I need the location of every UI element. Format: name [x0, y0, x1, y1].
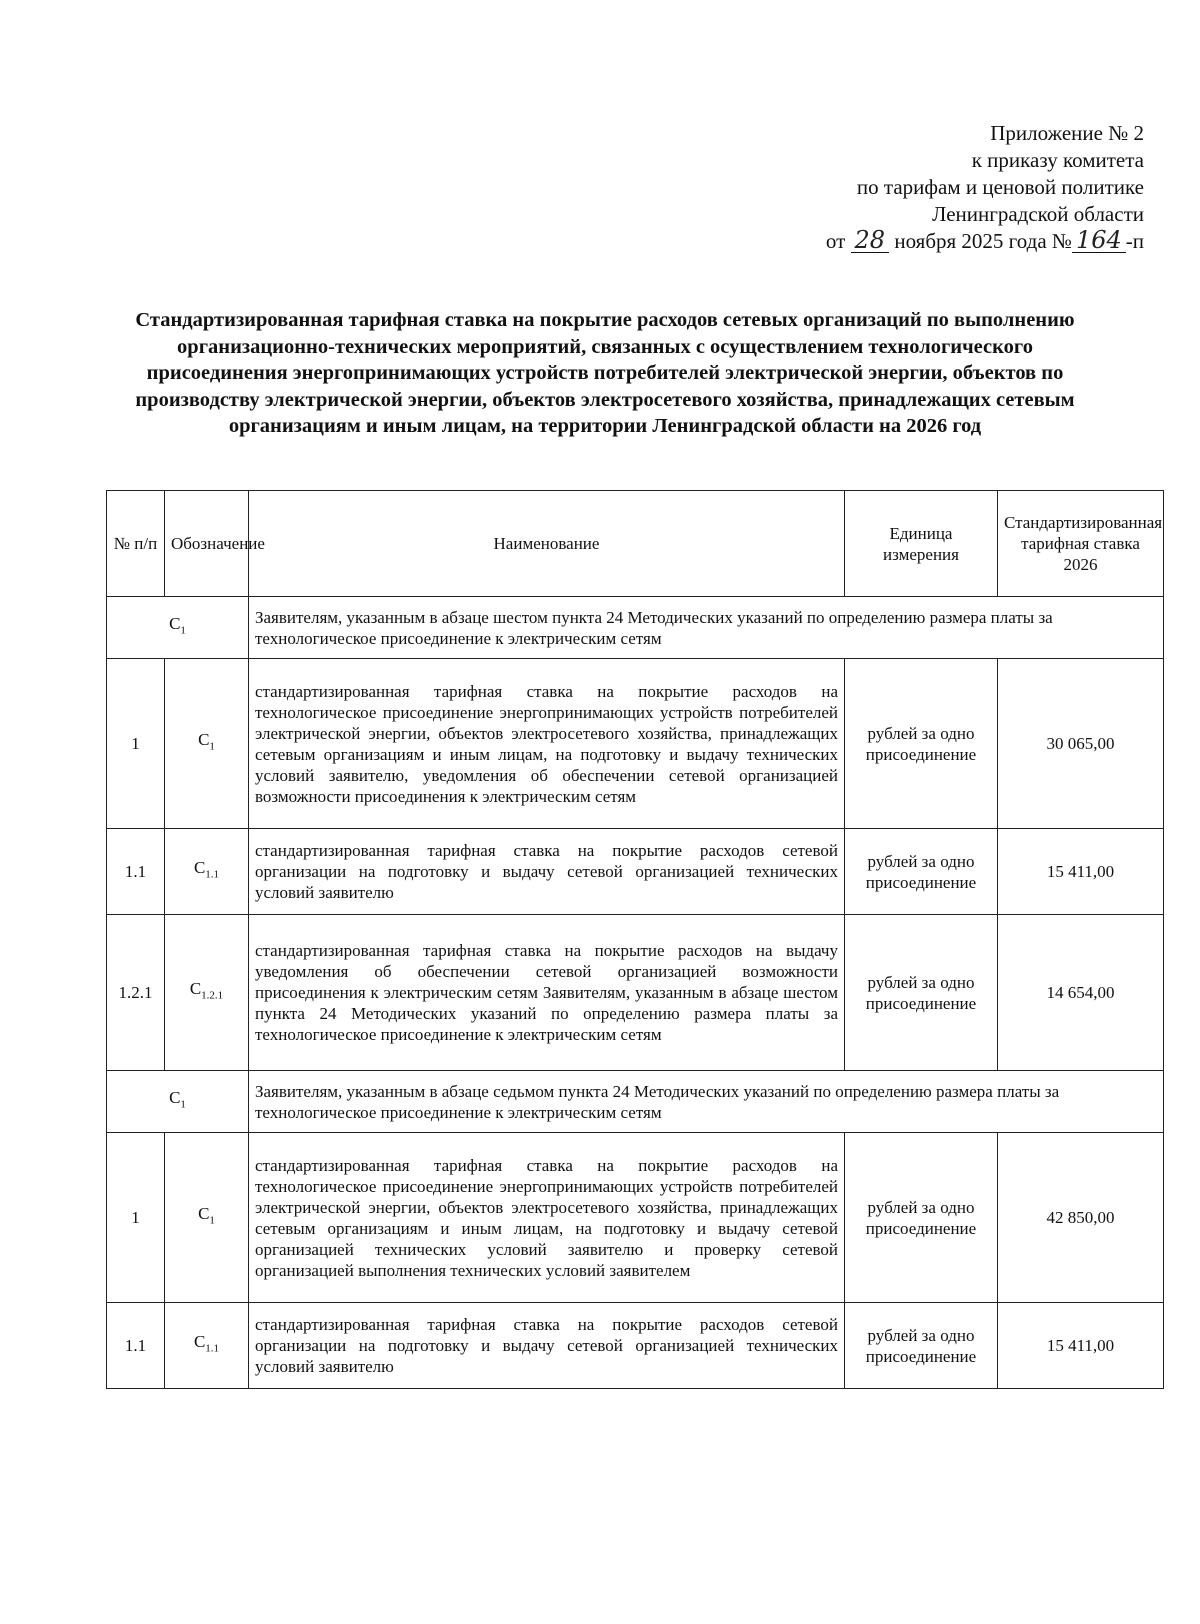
- table-row: [107, 659, 1164, 829]
- header-num: № п/п: [107, 491, 165, 597]
- row-rate: 42 850,00: [998, 1133, 1164, 1303]
- section-row: [107, 1071, 1164, 1133]
- row-num: 1.1: [107, 1303, 165, 1389]
- section-code: $C_1$: [107, 1071, 249, 1133]
- row-name: стандартизированная тарифная ставка на покрытие расходов на технологическое присоединение энергопринимающих устройств потребителей электрической энергии, объектов электросетевого хозяйства, принадлежащих сетевым организациям и иным лицам, на подготовку и выдачу технических условий заявителю, уведомления об обеспечении сетевой организацией возможности присоединения к электрическим сетям: [249, 659, 845, 829]
- appendix-date-line: [826, 228, 1144, 255]
- header-rate: Стандартизированная тарифная ставка 2026: [998, 491, 1164, 597]
- appendix-line-committee: по тарифам и ценовой политике: [856, 175, 1144, 199]
- row-unit: рублей за одно присоединение: [845, 915, 998, 1071]
- row-rate: 15 411,00: [998, 1303, 1164, 1389]
- row-num: 1: [107, 659, 165, 829]
- handwritten-day: 28: [851, 228, 890, 253]
- row-code: $C_{1.1}$: [165, 829, 249, 915]
- table-row: [107, 1303, 1164, 1389]
- header-unit: Единица измерения: [845, 491, 998, 597]
- row-rate: 15 411,00: [998, 829, 1164, 915]
- handwritten-order-number: 164: [1072, 228, 1126, 253]
- row-name: стандартизированная тарифная ставка на покрытие расходов сетевой организации на подготовку и выдачу сетевой организацией технических условий заявителю: [249, 1303, 845, 1389]
- table-row: [107, 915, 1164, 1071]
- row-name: стандартизированная тарифная ставка на покрытие расходов на технологическое присоединение энергопринимающих устройств потребителей электрической энергии, объектов электросетевого хозяйства, принадлежащих сетевым организациям и иным лицам, на подготовку и выдачу сетевой организацией технических условий заявителю и проверку сетевой организацией выполнения технических условий заявителем: [249, 1133, 845, 1303]
- header-code: Обозначение: [165, 491, 249, 597]
- row-code: $C_1$: [165, 659, 249, 829]
- order-suffix: -п: [1125, 229, 1144, 253]
- header-name: Наименование: [249, 491, 845, 597]
- row-code: $C_{1.1}$: [165, 1303, 249, 1389]
- table-row: [107, 829, 1164, 915]
- date-prefix: от: [825, 229, 846, 253]
- row-name: стандартизированная тарифная ставка на покрытие расходов сетевой организации на подготовку и выдачу сетевой организацией технических условий заявителю: [249, 829, 845, 915]
- section-code: $C_1$: [107, 597, 249, 659]
- row-unit: рублей за одно присоединение: [845, 829, 998, 915]
- date-rest: ноября 2025 года №: [894, 229, 1072, 253]
- appendix-line-region: Ленинградской области: [932, 202, 1144, 226]
- appendix-number: Приложение № 2: [990, 121, 1144, 145]
- tariff-table: [106, 490, 1164, 1389]
- section-text: Заявителям, указанным в абзаце седьмом пункта 24 Методических указаний по определению размера платы за технологическое присоединение к электрическим сетям: [249, 1071, 1164, 1133]
- row-unit: рублей за одно присоединение: [845, 1303, 998, 1389]
- row-unit: рублей за одно присоединение: [845, 659, 998, 829]
- row-rate: 30 065,00: [998, 659, 1164, 829]
- row-rate: 14 654,00: [998, 915, 1164, 1071]
- row-num: 1.1: [107, 829, 165, 915]
- table-row: [107, 1133, 1164, 1303]
- row-code: $C_{1.2.1}$: [165, 915, 249, 1071]
- row-unit: рублей за одно присоединение: [845, 1133, 998, 1303]
- row-name: стандартизированная тарифная ставка на покрытие расходов на выдачу уведомления об обеспечении сетевой организацией возможности присоединения к электрическим сетям Заявителям, указанным в абзаце шестом пункта 24 Методических указаний по определению размера платы за технологическое присоединение к электрическим сетям: [249, 915, 845, 1071]
- appendix-header: [826, 120, 1144, 255]
- table-header-row: [107, 491, 1164, 597]
- row-num: 1: [107, 1133, 165, 1303]
- section-text: Заявителям, указанным в абзаце шестом пункта 24 Методических указаний по определению размера платы за технологическое присоединение к электрическим сетям: [249, 597, 1164, 659]
- document-title: Стандартизированная тарифная ставка на покрытие расходов сетевых организаций по выполнению организационно-технических мероприятий, связанных с осуществлением технологического присоединения энергопринимающих устройств потребителей электрической энергии, объектов по производству электрической энергии, объектов электросетевого хозяйства, принадлежащих сетевым организациям и иным лицам, на территории Ленинградской области на 2026 год: [135, 309, 1075, 437]
- row-code: $C_1$: [165, 1133, 249, 1303]
- appendix-line-order: к приказу комитета: [971, 148, 1144, 172]
- row-num: 1.2.1: [107, 915, 165, 1071]
- section-row: [107, 597, 1164, 659]
